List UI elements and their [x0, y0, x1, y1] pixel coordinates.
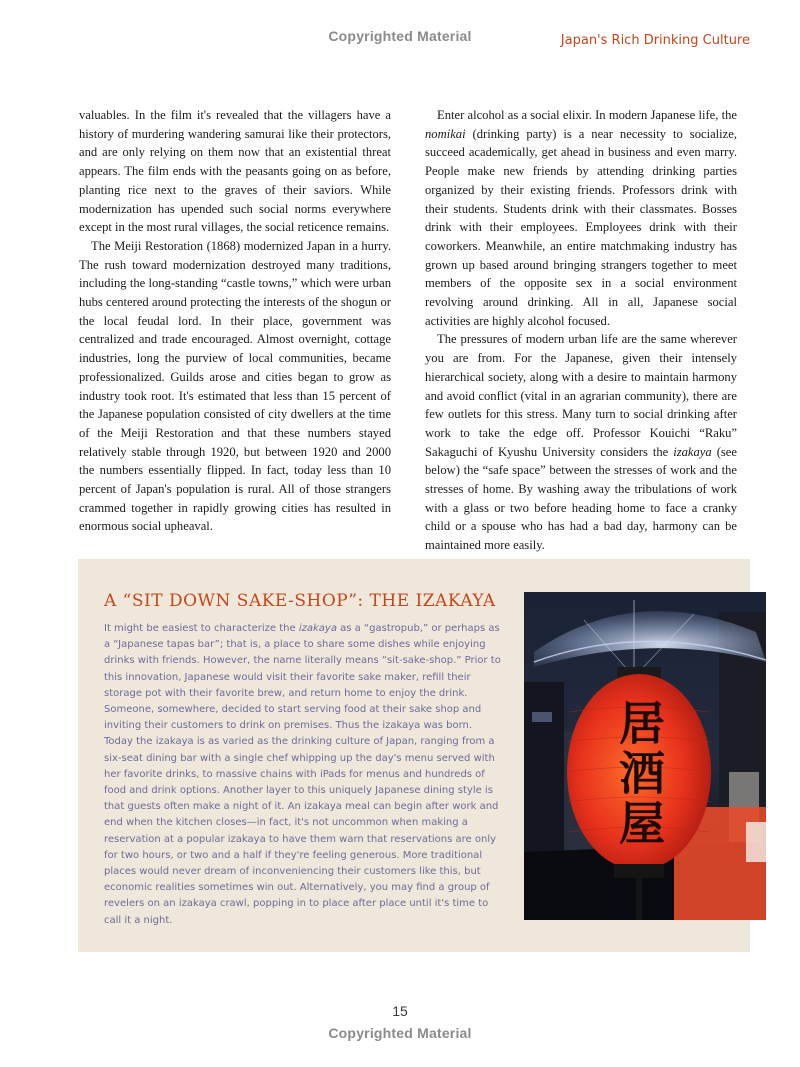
term-nomikai: nomikai — [425, 126, 466, 141]
right-p1-text-a: Enter alcohol as a social elixir. In modern Japanese life, the — [437, 108, 737, 122]
lantern-photo-illustration — [524, 592, 766, 920]
left-paragraph-2: The Meiji Restoration (1868) modernized Japan in a hurry. The rush toward modernization destroyed many traditions, including the long-standing “castle towns,” which were urban hubs centered around protecting the interests of the shogun or the local feudal lord. In their place, government was centralized and trade encouraged. Almost overnight, cottage industries, long the purview of local communities, became professionalized. Guilds arose and cities began to grow as industry took root. It's estimated that less than 15 percent of the Japanese population consisted of city dwellers at the time of the Meiji Restoration and that these numbers stayed relatively stable through 1920, but between 1920 and 2000 the numbers essentially flipped. In fact, today less than 10 percent of Japan's population is rural. All of those strangers crammed together in rapidly growing cities has resulted in enormous social upheaval. — [79, 238, 391, 534]
sidebar-body — [104, 621, 504, 929]
term-izakaya: izakaya — [673, 444, 712, 459]
sidebar-body-text-a: It might be easiest to characterize the — [104, 623, 299, 634]
copyright-watermark-top: Copyrighted Material — [328, 28, 472, 44]
left-column — [79, 106, 391, 536]
sidebar-term-izakaya: izakaya — [298, 623, 337, 634]
sidebar-title: A “SIT DOWN SAKE-SHOP”: THE IZAKAYA — [104, 591, 496, 611]
right-p1-text-b: (drinking party) is a near necessity to socialize, succeed academically, get ahead in business and even marry. People make new friends by attending drinking parties organized by their existing friends. Professors drink with their students. Students drink with their classmates. Bosses drink with their employees. Employees drink with their coworkers. Meanwhile, an entire matchmaking industry has grown up based around bringing strangers together to meet members of the opposite sex in a social environment revolving around drinking. All in all, Japanese social activities are highly alcohol focused. — [425, 126, 737, 328]
page-number: 15 — [392, 1003, 408, 1019]
izakaya-sidebar — [78, 559, 750, 952]
right-paragraph-1 — [425, 106, 737, 330]
running-head: Japan's Rich Drinking Culture — [560, 33, 750, 48]
right-column — [425, 106, 737, 555]
right-p2-text-a: The pressures of modern urban life are the same wherever you are from. For the Japanese, given their intensely hierarchical society, along with a desire to maintain harmony and avoid conflict (vital in an agrarian community), there are few outlets for this stress. Many turn to social drinking after work to take the edge off. Professor Kouichi “Raku” Sakaguchi of Kyushu University considers the — [425, 332, 737, 459]
sidebar-body-text-b: as a “gastropub,” or perhaps as a “Japanese tapas bar”; that is, a place to share some dishes while enjoying drinks with friends. However, the name literally means “sit-sake-shop.” Prior to this innovation, Japanese would visit their favorite sake maker, refill their storage pot with their favorite brew, and return home to enjoy the drink. Someone, somewhere, decided to start serving food at their sake shop and inviting their customers to drink on premises. Thus the izakaya was born. Today the izakaya is as varied as the drinking culture of Japan, ranging from a six-seat dining bar with a single chef whipping up the day's menu served with her favorite drinks, to massive chains with iPads for menus and hundreds of food and drink options. Another layer to this uniquely Japanese dining style is that guests often make a night of it. An izakaya meal can begin after work and end when the kitchen closes—in fact, it's not uncommon when making a reservation at a popular izakaya to have them warn that reservations are only for two hours, or two and a half if they're feeling generous. More traditional places would never dream of inconveniencing their customers like this, but economic realities sometimes win out. Alternatively, you may find a group of revelers on an izakaya crawl, popping in to place after place until it's time to call it a night. — [104, 623, 501, 926]
copyright-watermark-bottom: Copyrighted Material — [328, 1025, 472, 1041]
right-p2-text-b: (see below) the “safe space” between the stresses of work and the stresses of home. By washing away the tribulations of work with a glass or two before heading home to face a cranky child or a spouse who has had a bad day, harmony can be maintained more easily. — [425, 444, 737, 553]
lantern-kanji-text: 居酒屋 — [612, 699, 666, 849]
izakaya-lantern-photo — [524, 592, 766, 920]
right-paragraph-2 — [425, 330, 737, 554]
left-paragraph-1: valuables. In the film it's revealed that the villagers have a history of murdering wandering samurai like their protectors, and are only relying on them now that an existential threat appears. The film ends with the peasants going on as before, planting rice next to the graves of their saviors. While modernization has upended such social norms everywhere except in the most rural villages, the social reticence remains. — [79, 108, 391, 235]
